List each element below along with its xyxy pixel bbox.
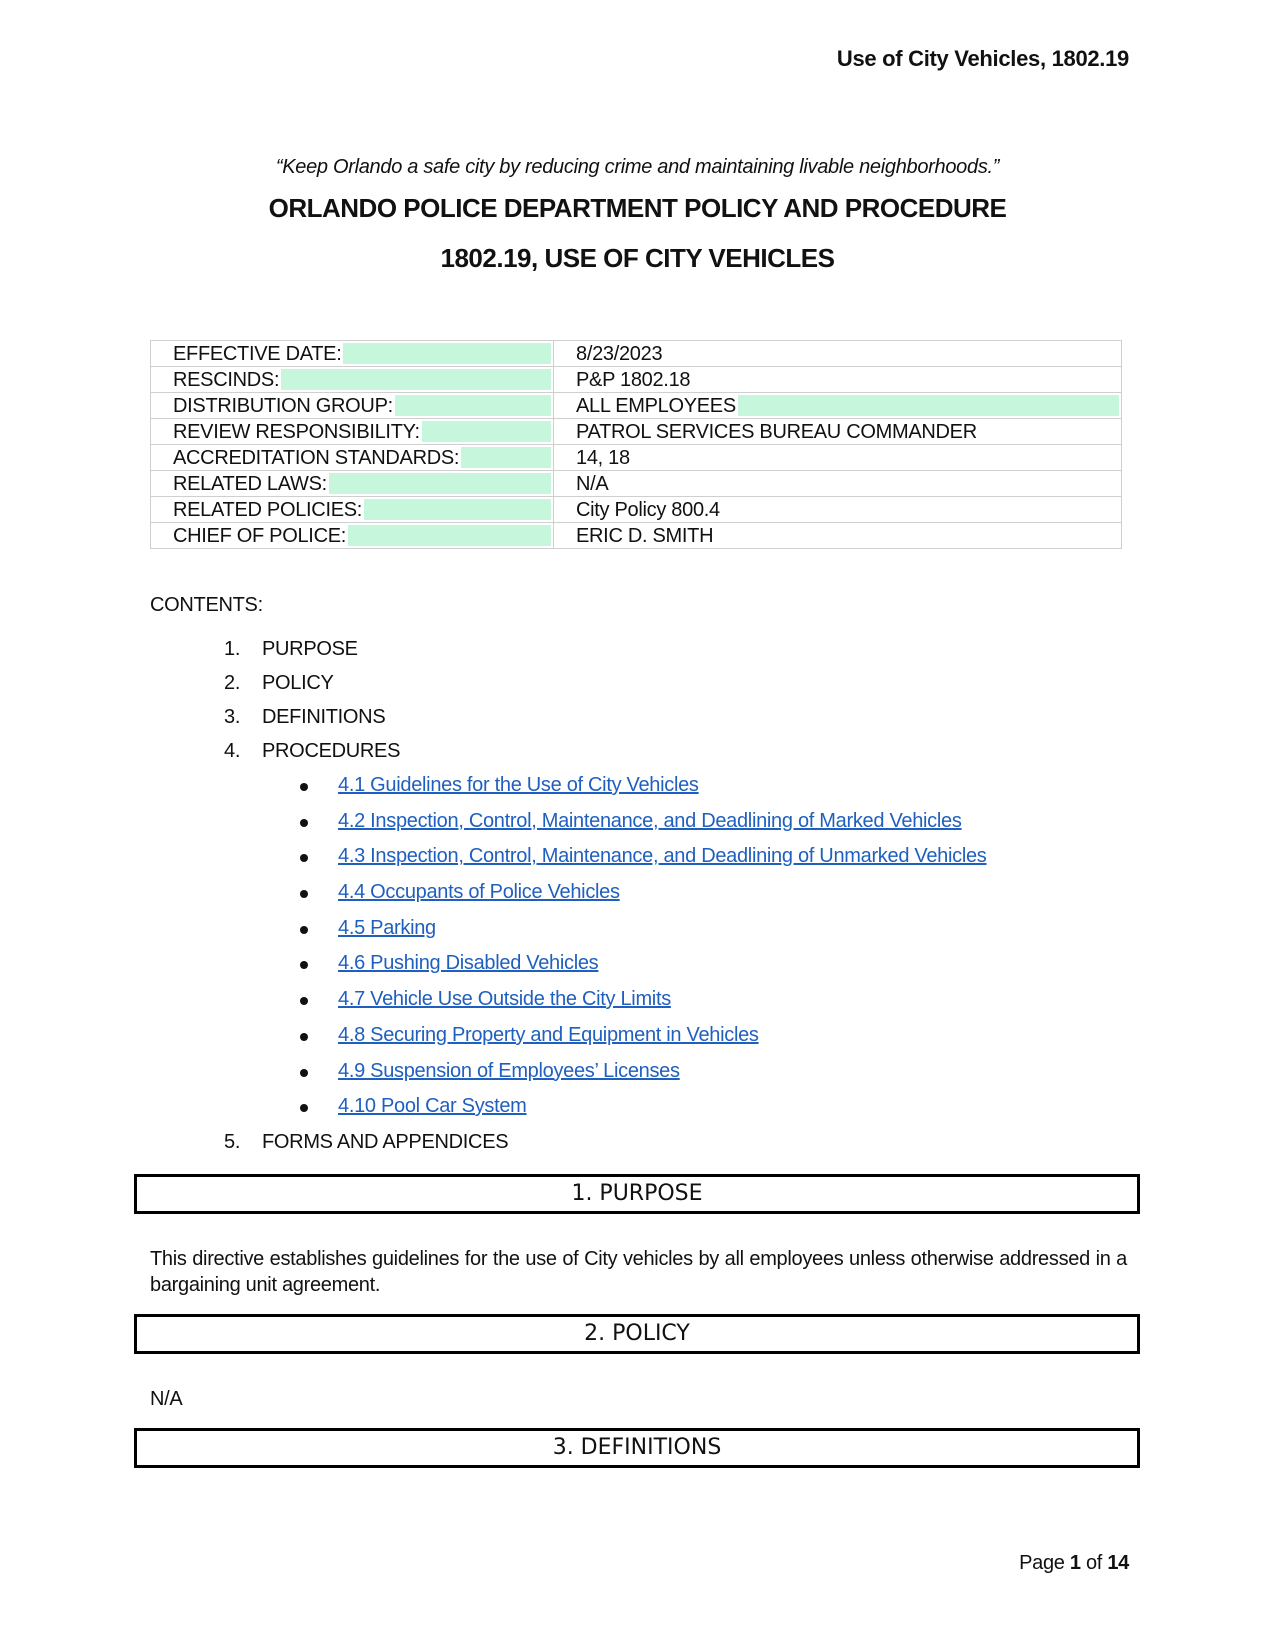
contents-item-number: 3. (224, 706, 241, 728)
procedure-link-4-6[interactable]: 4.6 Pushing Disabled Vehicles (338, 952, 599, 975)
list-item (224, 839, 987, 875)
procedure-links-group (224, 768, 987, 1125)
list-item (224, 768, 987, 804)
policy-metadata-table (150, 340, 1122, 549)
list-item (224, 1089, 987, 1125)
accreditation-standards-label: ACCREDITATION STANDARDS: (173, 446, 460, 469)
procedure-link-4-8[interactable]: 4.8 Securing Property and Equipment in Vehicles (338, 1023, 759, 1046)
effective-date-label: EFFECTIVE DATE: (173, 342, 342, 365)
contents-item-label: FORMS AND APPENDICES (262, 1130, 509, 1153)
chief-of-police-label: CHIEF OF POLICE: (173, 524, 347, 547)
page-of: of (1085, 1552, 1103, 1574)
distribution-group-label: DISTRIBUTION GROUP: (173, 394, 393, 417)
related-laws-value: N/A (554, 471, 1122, 497)
table-row (151, 497, 1122, 523)
related-policies-value: City Policy 800.4 (554, 497, 1122, 523)
table-row (151, 393, 1122, 419)
procedure-link-4-1[interactable]: 4.1 Guidelines for the Use of City Vehicles (338, 774, 699, 796)
table-row (151, 341, 1122, 367)
procedure-link-4-3[interactable]: 4.3 Inspection, Control, Maintenance, and Deadlining of Unmarked Vehicles (338, 845, 987, 868)
distribution-group-value: ALL EMPLOYEES (576, 394, 736, 417)
list-item (224, 911, 987, 947)
review-responsibility-value: PATROL SERVICES BUREAU COMMANDER (554, 419, 1122, 445)
accreditation-standards-value: 14, 18 (554, 445, 1122, 471)
contents-item-label: PROCEDURES (262, 740, 401, 762)
table-row (151, 523, 1122, 549)
contents-item-policy (224, 666, 987, 700)
list-item (224, 1018, 987, 1054)
bullet-icon (300, 890, 308, 898)
department-motto: “Keep Orlando a safe city by reducing crime and maintaining livable neighborhoods.” (275, 156, 1000, 178)
bullet-icon (300, 961, 308, 969)
list-item (224, 875, 987, 911)
document-title: ORLANDO POLICE DEPARTMENT POLICY AND PROCEDURE (268, 193, 1007, 223)
policy-text: N/A (150, 1388, 183, 1410)
chief-of-police-value: ERIC D. SMITH (554, 523, 1122, 549)
procedure-link-4-2[interactable]: 4.2 Inspection, Control, Maintenance, and Deadlining of Marked Vehicles (338, 809, 962, 832)
contents-item-number: 2. (224, 672, 241, 694)
procedure-link-4-9[interactable]: 4.9 Suspension of Employees’ Licenses (338, 1059, 680, 1082)
rescinds-label: RESCINDS: (173, 368, 280, 391)
table-row (151, 445, 1122, 471)
contents-heading: CONTENTS: (150, 594, 263, 616)
contents-item-forms-and-appendices (224, 1125, 987, 1159)
contents-item-label: DEFINITIONS (262, 706, 386, 728)
bullet-icon (300, 819, 308, 827)
current-page: 1 (1069, 1552, 1081, 1574)
list-item (224, 982, 987, 1018)
procedure-link-4-5[interactable]: 4.5 Parking (338, 916, 436, 939)
contents-item-number: 4. (224, 740, 241, 762)
total-pages: 14 (1107, 1552, 1129, 1574)
list-item (224, 1054, 987, 1090)
bullet-icon (300, 997, 308, 1005)
contents-item-number: 5. (224, 1130, 241, 1153)
bullet-icon (300, 854, 308, 862)
page-prefix: Page (1019, 1552, 1065, 1574)
table-row (151, 367, 1122, 393)
contents-item-number: 1. (224, 638, 241, 660)
list-item (224, 946, 987, 982)
procedure-links-list (224, 768, 987, 1125)
review-responsibility-label: REVIEW RESPONSIBILITY: (173, 420, 420, 443)
procedure-link-4-10[interactable]: 4.10 Pool Car System (338, 1095, 527, 1118)
contents-item-purpose (224, 632, 987, 666)
section-heading-policy: 2. POLICY (134, 1314, 1140, 1354)
contents-item-definitions (224, 700, 987, 734)
rescinds-value: P&P 1802.18 (554, 367, 1122, 393)
running-header-title: Use of City Vehicles, 1802.19 (836, 46, 1129, 71)
section-heading-definitions: 3. DEFINITIONS (134, 1428, 1140, 1468)
bullet-icon (300, 1069, 308, 1077)
procedure-link-4-4[interactable]: 4.4 Occupants of Police Vehicles (338, 881, 620, 904)
bullet-icon (300, 926, 308, 934)
bullet-icon (300, 1104, 308, 1112)
document-subtitle: 1802.19, USE OF CITY VEHICLES (440, 243, 835, 273)
procedure-link-4-7[interactable]: 4.7 Vehicle Use Outside the City Limits (338, 988, 671, 1011)
contents-item-procedures (224, 734, 987, 768)
bullet-icon (300, 783, 308, 791)
page-number (1019, 1552, 1129, 1575)
contents-item-label: PURPOSE (262, 638, 358, 660)
table-row (151, 419, 1122, 445)
effective-date-value: 8/23/2023 (554, 341, 1122, 367)
related-policies-label: RELATED POLICIES: (173, 498, 363, 521)
bullet-icon (300, 1033, 308, 1041)
contents-item-label: POLICY (262, 672, 334, 694)
table-row (151, 471, 1122, 497)
table-of-contents (224, 632, 987, 1159)
list-item (224, 804, 987, 840)
related-laws-label: RELATED LAWS: (173, 472, 327, 495)
section-heading-purpose: 1. PURPOSE (134, 1174, 1140, 1214)
purpose-text: This directive establishes guidelines for the use of City vehicles by all employees unless otherwise addressed in a bargaining unit agreement. (150, 1248, 1127, 1296)
